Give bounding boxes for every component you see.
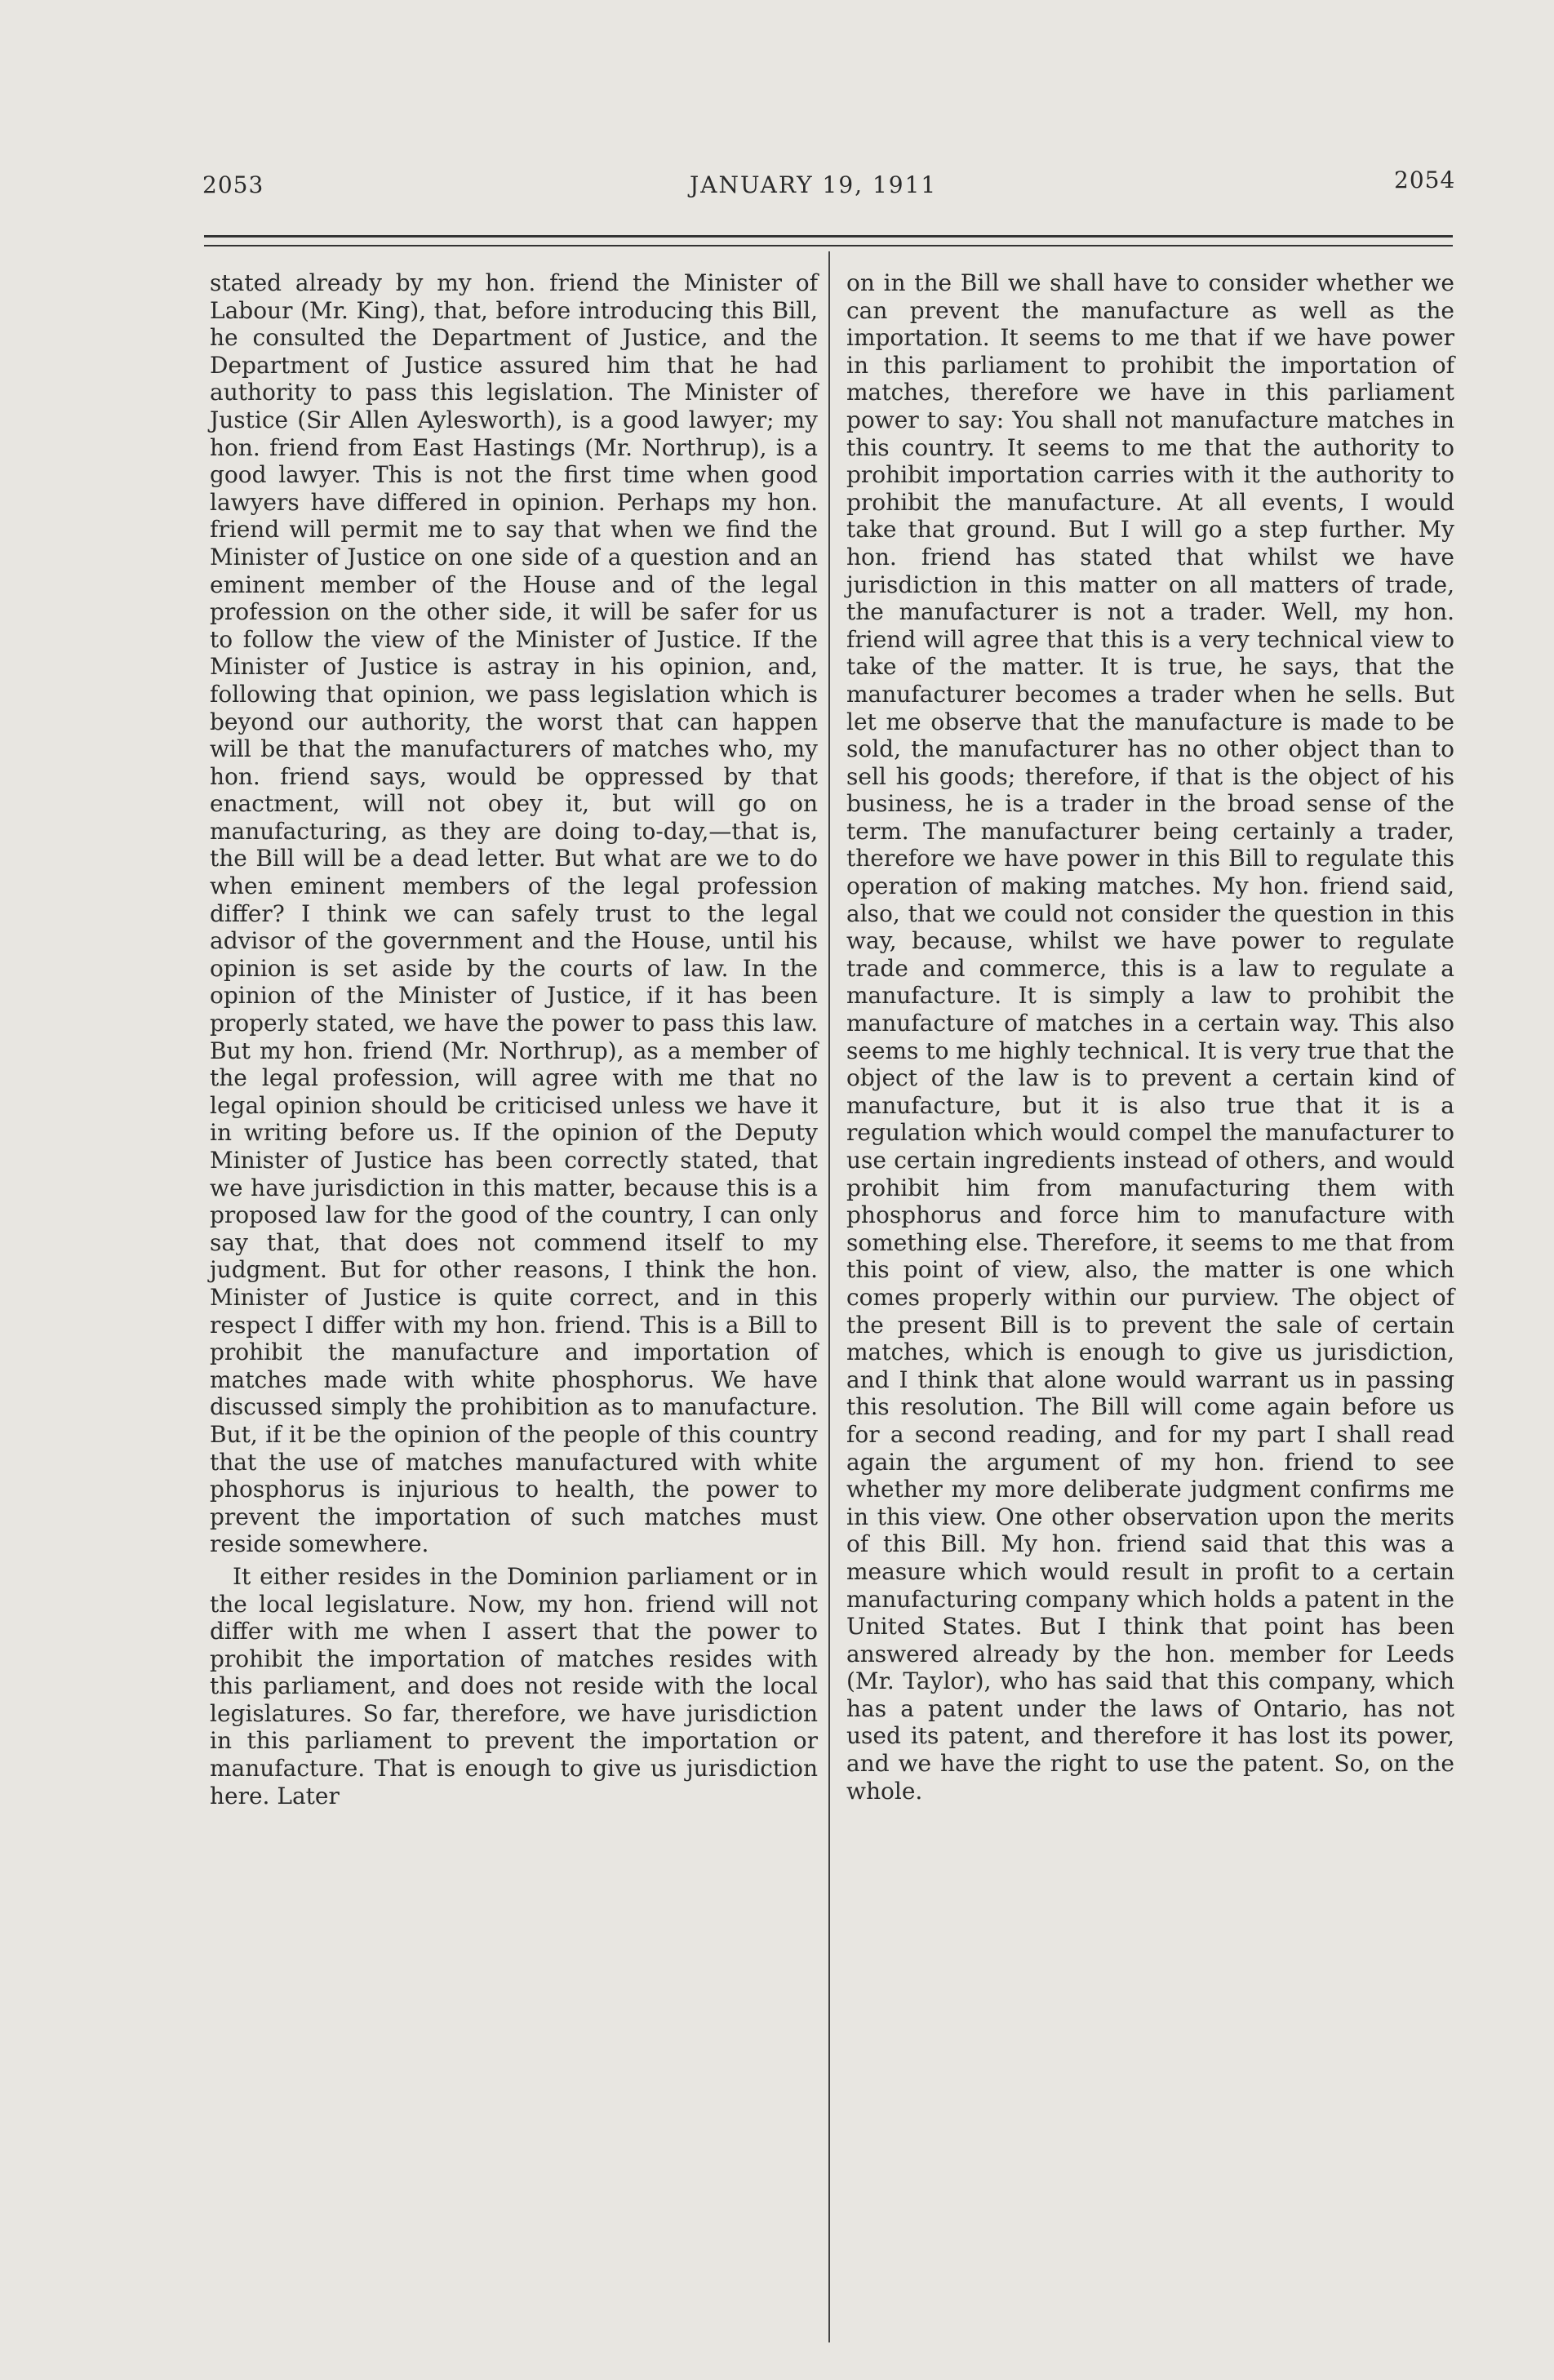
header-rule-bottom (204, 245, 1453, 246)
left-paragraph-1: stated already by my hon. friend the Minister of Labour (Mr. King), that, before introducing this Bill, he consulted the Department of Justice, and the Department of Justice assured him that he had authority to pass this legislation. The Minister of Justice (Sir Allen Aylesworth), is a good lawyer; my hon. friend from East Hastings (Mr. Northrup), is a good lawyer. This is not the first time when good lawyers have differed in opinion. Perhaps my hon. friend will permit me to say that when we find the Minister of Justice on one side of a question and an eminent member of the House and of the legal profession on the other side, it will be safer for us to follow the view of the Minister of Justice. If the Minister of Justice is astray in his opinion, and, following that opinion, we pass legislation which is beyond our authority, the worst that can happen will be that the manufacturers of matches who, my hon. friend says, would be oppressed by that enactment, will not obey it, but will go on manufacturing, as they are doing to-day,—that is, the Bill will be a dead letter. But what are we to do when eminent members of the legal profession differ? I think we can safely trust to the legal advisor of the government and the House, until his opinion is set aside by the courts of law. In the opinion of the Minister of Justice, if it has been properly stated, we have the power to pass this law. But my hon. friend (Mr. Northrup), as a member of the legal profession, will agree with me that no legal opinion should be criticised unless we have it in writing before us. If the opinion of the Deputy Minister of Justice has been correctly stated, that we have jurisdiction in this matter, because this is a proposed law for the good of the country, I can only say that, that does not commend itself to my judgment. But for other reasons, I think the hon. Minister of Justice is quite correct, and in this respect I differ with my hon. friend. This is a Bill to prohibit the manufacture and importation of matches made with white phosphorus. We have discussed simply the prohibition as to manufacture. But, if it be the opinion of the people of this country that the use of matches manufactured with white phosphorus is injurious to health, the power to prevent the importation of such matches must reside somewhere. (210, 269, 818, 1558)
page-number-left: 2053 (202, 171, 264, 198)
column-divider (828, 251, 830, 2342)
page-header (0, 167, 1554, 204)
page-number-right: 2054 (1394, 167, 1456, 193)
page-date: JANUARY 19, 1911 (690, 171, 938, 198)
left-column (210, 269, 818, 1809)
right-column (846, 269, 1454, 1805)
header-rule-top (204, 235, 1453, 238)
right-paragraph-1: on in the Bill we shall have to consider whether we can prevent the manufacture as well as the importation. It seems to me that if we have power in this parliament to prohibit the importation of matches, therefore we have in this parliament power to say: You shall not manufacture matches in this country. It seems to me that the authority to prohibit importation carries with it the authority to prohibit the manufacture. At all events, I would take that ground. But I will go a step further. My hon. friend has stated that whilst we have jurisdiction in this matter on all matters of trade, the manufacturer is not a trader. Well, my hon. friend will agree that this is a very technical view to take of the matter. It is true, he says, that the manufacturer becomes a trader when he sells. But let me observe that the manufacture is made to be sold, the manufacturer has no other object than to sell his goods; therefore, if that is the object of his business, he is a trader in the broad sense of the term. The manufacturer being certainly a trader, therefore we have power in this Bill to regulate this operation of making matches. My hon. friend said, also, that we could not consider the question in this way, because, whilst we have power to regulate trade and commerce, this is a law to regulate a manufacture. It is simply a law to prohibit the manufacture of matches in a certain way. This also seems to me highly technical. It is very true that the object of the law is to prevent a certain kind of manufacture, but it is also true that it is a regulation which would compel the manufacturer to use certain ingredients instead of others, and would prohibit him from manufacturing them with phosphorus and force him to manufacture with something else. Therefore, it seems to me that from this point of view, also, the matter is one which comes properly within our purview. The object of the present Bill is to prevent the sale of certain matches, which is enough to give us jurisdiction, and I think that alone would warrant us in passing this resolution. The Bill will come again before us for a second reading, and for my part I shall read again the argument of my hon. friend to see whether my more deliberate judgment confirms me in this view. One other observation upon the merits of this Bill. My hon. friend said that this was a measure which would result in profit to a certain manufacturing company which holds a patent in the United States. But I think that point has been answered already by the hon. member for Leeds (Mr. Taylor), who has said that this company, which has a patent under the laws of Ontario, has not used its patent, and therefore it has lost its power, and we have the right to use the patent. So, on the whole. (846, 269, 1454, 1805)
left-paragraph-2: It either resides in the Dominion parliament or in the local legislature. Now, my hon. friend will not differ with me when I assert that the power to prohibit the importation of matches resides with this parliament, and does not reside with the local legislatures. So far, therefore, we have jurisdiction in this parliament to prevent the importation or manufacture. That is enough to give us jurisdiction here. Later (210, 1562, 818, 1809)
